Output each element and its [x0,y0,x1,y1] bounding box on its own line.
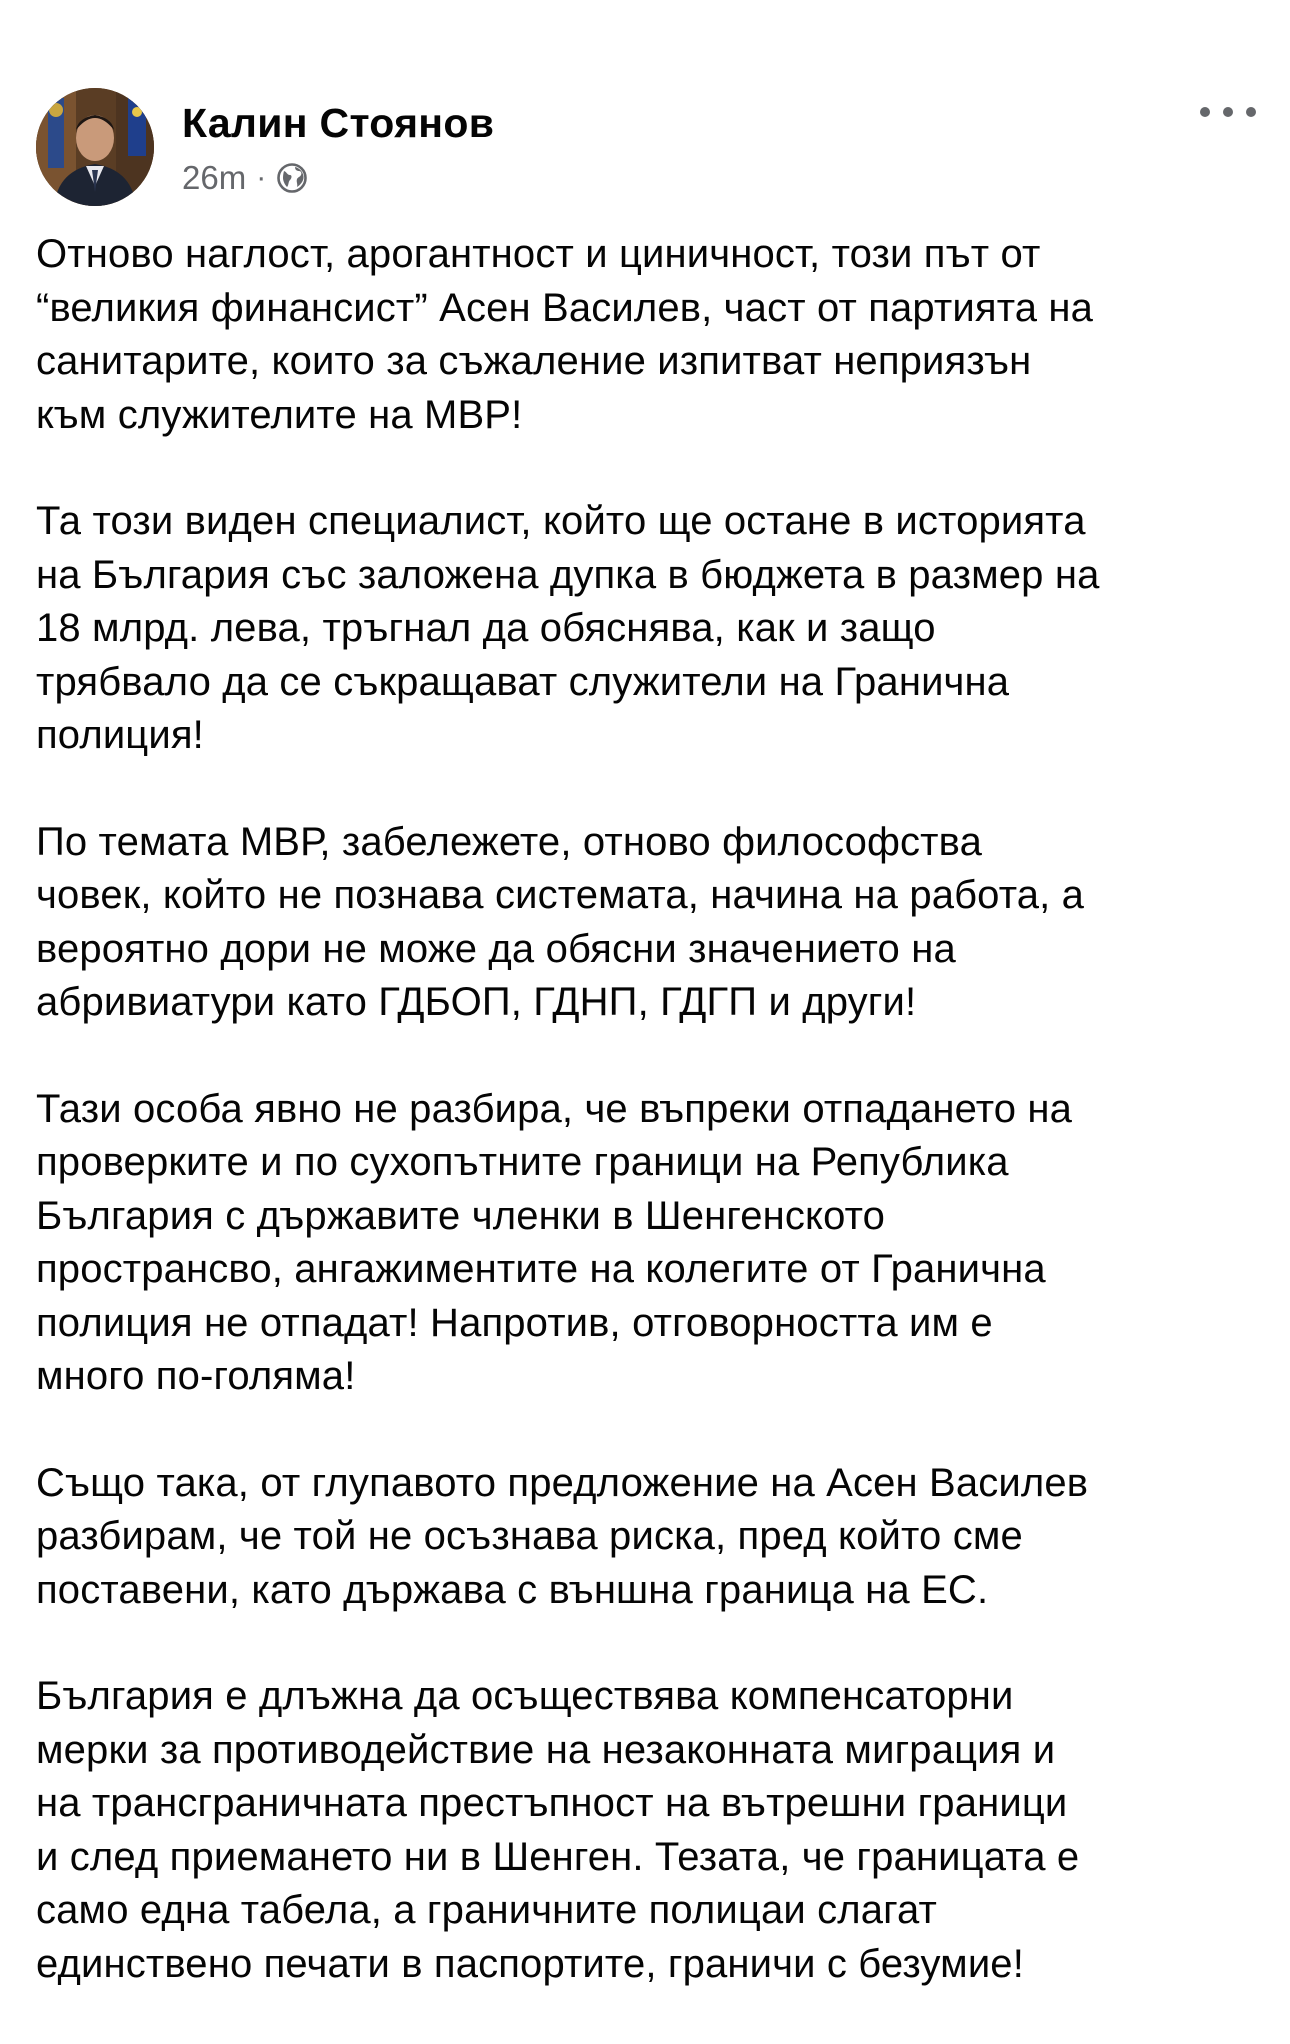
post-timestamp[interactable]: 26m [182,159,247,196]
post-paragraph: Отново наглост, арогантност и циничност, този път от “великия финансист” Асен Василев, част от партията на санитарите, които за съжаление изпитват неприязън към служителите на МВР! [36,232,1094,437]
post-paragraph: Също така, от глупавото предложение на Асен Василев разбирам, че той не осъзнава риска, пред който сме поставени, като държава с външна граница на ЕС. [36,1460,1089,1612]
author-name[interactable]: Калин Стоянов [182,100,495,146]
more-dot [1246,107,1256,117]
post-meta [182,156,308,200]
globe-icon[interactable] [276,162,308,194]
post-header [36,88,1256,208]
post-paragraph: Та този виден специалист, който ще остане в историята на България със заложена дупка в бюджета в размер на 18 млрд. лева, тръгнал да обяснява, как и защо трябвало да се съкращават служители на Гранична полиция! [36,499,1100,757]
author-avatar[interactable] [36,88,154,206]
more-options-button[interactable] [1200,94,1256,130]
post-paragraph: Тази особа явно не разбира, че въпреки отпадането на проверките и по сухопътните граници на Република България с държавите членки в Шенгенското пространсво, ангажиментите на колегите от Гранична полиция не отпадат! Напротив, отговорността им е много по-голяма! [36,1086,1073,1398]
meta-separator: · [256,161,267,194]
post-text [36,228,1258,2044]
more-horizontal-icon [1200,107,1210,117]
more-dot [1223,107,1233,117]
avatar-photo-icon [36,88,154,206]
post-paragraph: По темата МВР, забележете, отново философства човек, който не познава системата, начина на работа, а вероятно дори не може да обясни значението на абривиатури като ГДБОП, ГДНП, ГДГП и други! [36,819,1085,1024]
post-paragraph: България е длъжна да осъществява компенсаторни мерки за противодействие на незаконната миграция и на трансграничната престъпност на вътрешни граници и след приемането ни в Шенген. Тезата, че границата е само една табела, а граничните полицаи слагат единствено печати в паспортите, граничи с безумие! [36,1674,1080,1986]
